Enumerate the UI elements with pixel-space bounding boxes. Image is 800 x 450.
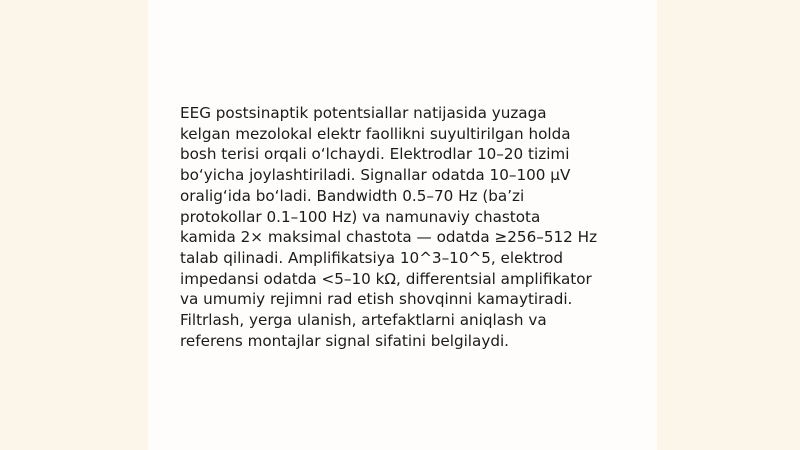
paragraph-line-9: impedansi odatda <5–10 kΩ, differentsial amplifikator [180,269,592,288]
paragraph-line-7: kamida 2× maksimal chastota — odatda ≥256–512 Hz [180,228,598,247]
paragraph-line-3: bosh terisi orqali o‘lchaydi. Elektrodlar 10–20 tizimi [180,145,570,164]
paragraph-line-8: talab qilinadi. Amplifikatsiya 10^3–10^5, elektrod [180,248,564,267]
paragraph-line-4: bo‘yicha joylashtiriladi. Signallar odatda 10–100 μV [180,166,571,185]
paragraph-line-1: EEG postsinaptik potentsiallar natijasida yuzaga [180,104,547,122]
document-paragraph [180,103,640,351]
paragraph-line-12: referens montajlar signal sifatini belgilaydi. [180,331,510,350]
paragraph-line-5: oralig‘ida bo‘ladi. Bandwidth 0.5–70 Hz (ba’zi [180,186,525,205]
document-page [148,0,657,450]
paragraph-line-11: Filtrlash, yerga ulanish, artefaktlarni aniqlash va [180,311,547,330]
paragraph-line-6: protokollar 0.1–100 Hz) va namunaviy chastota [180,207,541,226]
paragraph-line-2: kelgan mezolokal elektr faollikni suyultirilgan holda [180,124,571,143]
paragraph-line-10: va umumiy rejimni rad etish shovqinni kamaytiradi. [180,290,573,309]
